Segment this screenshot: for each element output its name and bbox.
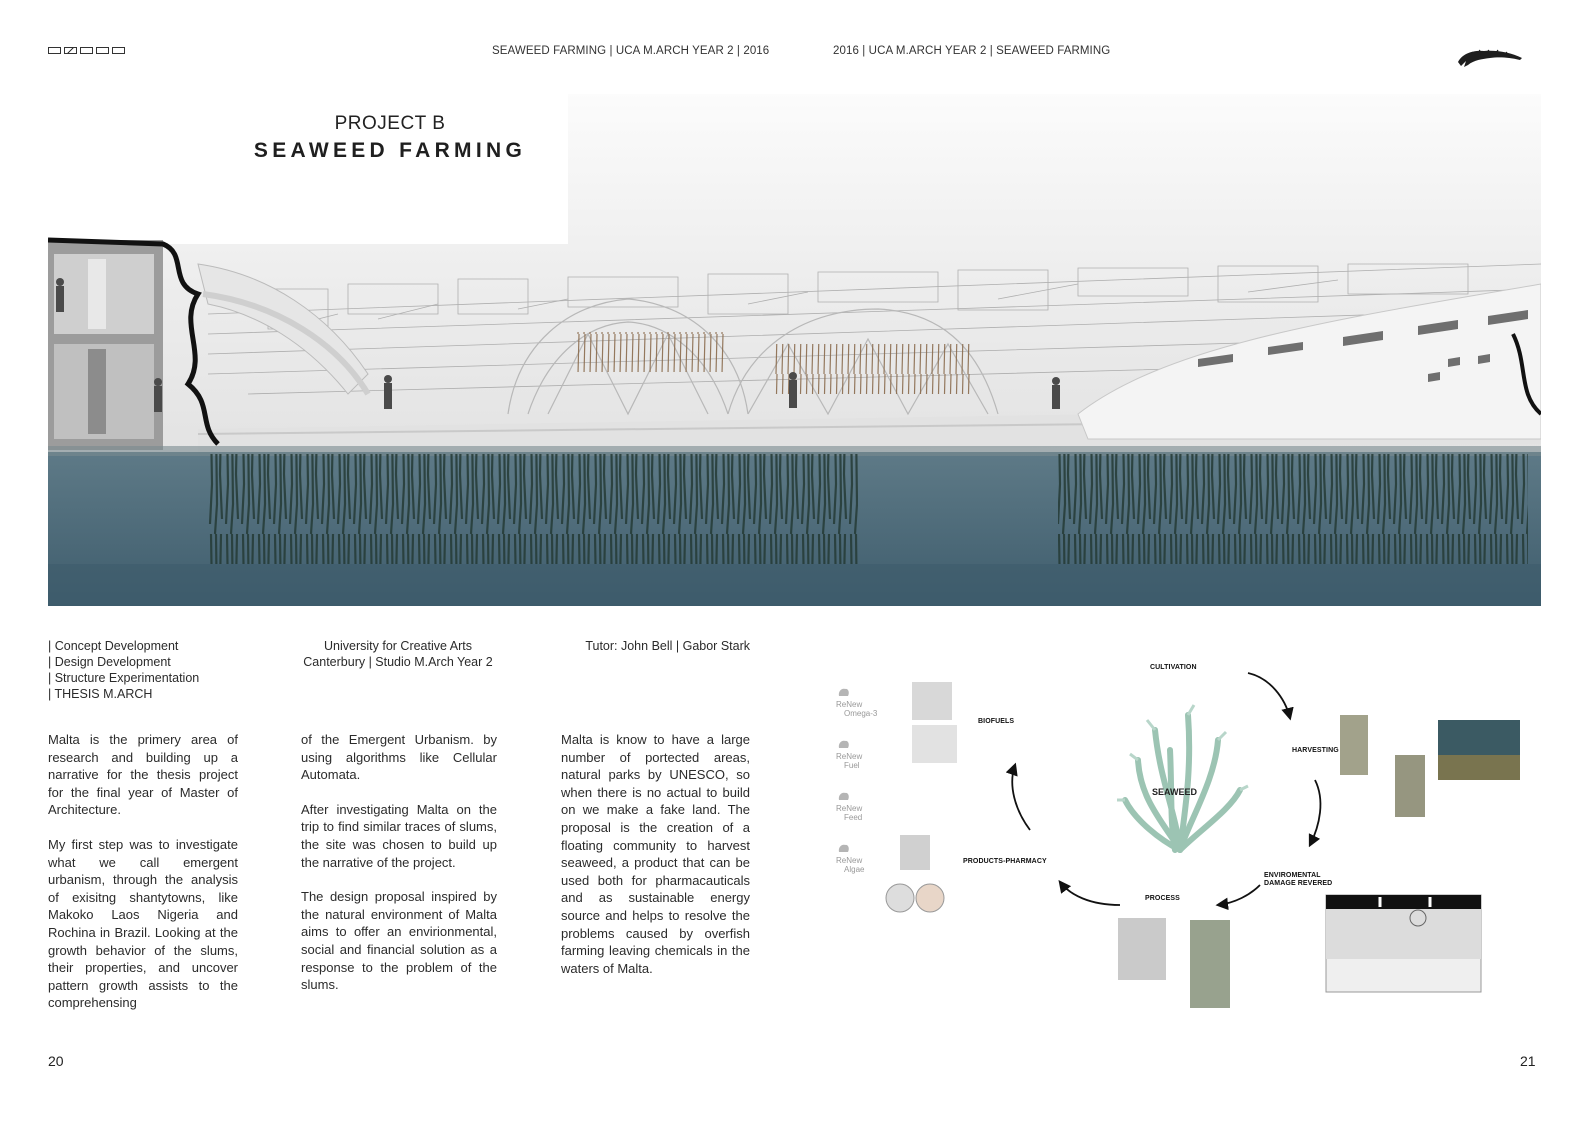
label-environmental-damage [1264,872,1332,888]
label-products-pharmacy: PRODUCTS-PHARMACY [963,858,1047,865]
renew-brand: ReNew [836,856,863,865]
seaweed-cycle-diagram [820,660,1540,1020]
pharmacy-machine-icon [900,835,930,870]
truck-icon [912,725,957,763]
paragraph: My first step was to investigate what we call emergent urbanism, through the analysis of exisitng shantytowns, like Makoko Laos Nigeria and Rochina in Brazil. Looking at the growth behavior of the slums, their properties, and uncover pattern growth assists to the comprehensing [48,836,238,1011]
arrow-icon [1248,673,1290,718]
role-item: | Structure Experimentation [48,671,200,685]
arrow-icon [1310,780,1320,845]
body-column-2 [301,731,497,1011]
body-column-3 [561,731,750,994]
hero-section-render [48,94,1541,606]
paragraph: of the Emergent Urbanism. by using algorithms like Cellular Automata. [301,732,497,783]
body-column-1 [48,731,238,1029]
renew-product: Algae [844,865,865,874]
renew-brand: ReNew [836,752,863,761]
sample-dish-icon [886,884,914,912]
renew-brand: ReNew [836,804,863,813]
paragraph: Malta is the primery area of research and building up a narrative for the thesis project for the final year of Master of Architecture. [48,732,238,818]
renew-fuel-logo [836,738,862,770]
university-studio: Canterbury | Studio M.Arch Year 2 [303,655,493,669]
header-right-running-title: 2016 | UCA M.ARCH YEAR 2 | SEAWEED FARMING [833,45,1111,57]
tutor-info: Tutor: John Bell | Gabor Stark [585,639,750,653]
page-number-left: 20 [48,1053,64,1069]
project-subtitle: PROJECT B [334,113,446,134]
label-seaweed-center: SEAWEED [1152,787,1198,797]
project-title: SEAWEED FARMING [253,139,527,162]
harvester-figure-icon [1340,715,1368,775]
brush-stroke-logo [1456,46,1524,68]
renew-feed-logo [836,790,862,822]
renew-brand: ReNew [836,700,863,709]
harvester-figure-icon [1395,755,1425,817]
role-item: | Concept Development [48,639,179,653]
page-number-right: 21 [1520,1053,1536,1069]
label-biofuels: BIOFUELS [978,718,1015,725]
renew-product: Omega-3 [844,709,878,718]
label-line: ENVIROMENTAL [1264,872,1321,879]
renew-product: Feed [844,813,863,822]
role-item: | Design Development [48,655,171,669]
label-line: DAMAGE REVERED [1264,880,1333,887]
paragraph: After investigating Malta on the trip to find similar traces of slums, the site was chosen to build up the narrative of the project. [301,801,497,870]
label-cultivation: CULTIVATION [1150,664,1197,671]
roles-list [48,638,199,702]
process-worker-icon [1190,920,1230,1008]
process-machine-icon [1118,918,1166,980]
page-boxes-icon [48,47,125,54]
header-left-running-title: SEAWEED FARMING | UCA M.ARCH YEAR 2 | 2016 [492,45,770,57]
arrow-icon [1218,885,1260,905]
role-item: | THESIS M.ARCH [48,687,153,701]
arrow-icon [1012,765,1030,830]
sample-dish-icon [916,884,944,912]
renew-product: Fuel [844,761,860,770]
university-info [292,638,504,670]
university-name: University for Creative Arts [324,639,472,653]
paragraph: Malta is know to have a large number of portected areas, natural parks by UNESCO, so when there is no actual to build on we make a fake land. The proposal is the creation of a floating community to harvest seaweed, a product that can be used both for pharmacauticals and as sustainable energy source and helps to resolve the problems caused by overfish farming leaving chemicals in the waters of Malta. [561,732,750,976]
label-harvesting: HARVESTING [1292,747,1339,754]
label-process: PROCESS [1145,895,1180,902]
arrow-icon [1060,882,1120,905]
biofuel-facility-icon [912,682,952,720]
renew-omega3-logo [836,686,877,718]
renew-algae-logo [836,842,864,874]
paragraph: The design proposal inspired by the natural environment of Malta aims to offer an envirionmental, social and financial solution as a response to the problem of the slums. [301,889,497,993]
